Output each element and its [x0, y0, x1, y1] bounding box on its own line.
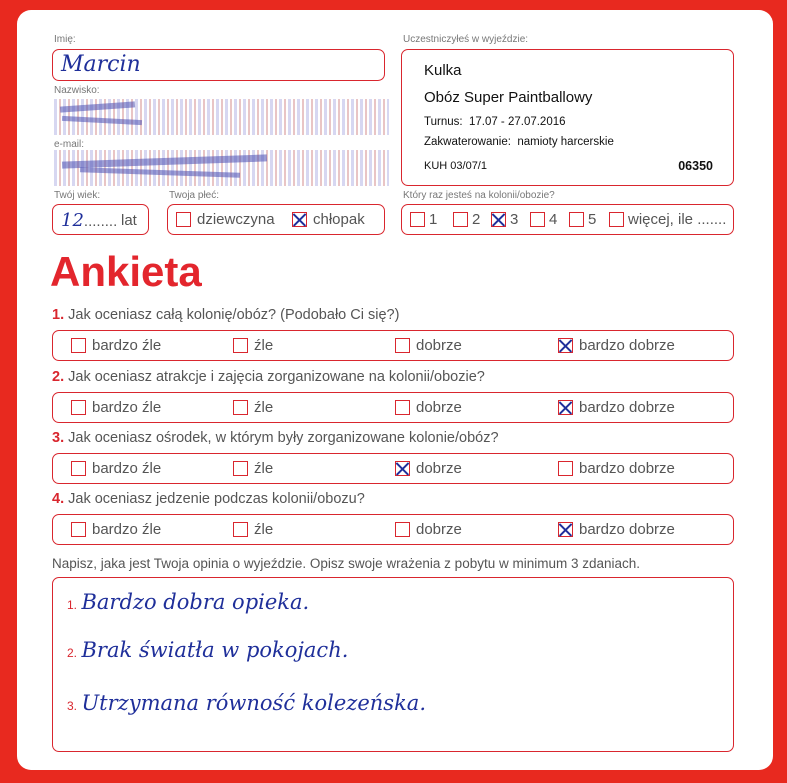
times-checkbox[interactable]: [530, 212, 545, 227]
answer-option[interactable]: [71, 460, 161, 477]
answer-option[interactable]: [558, 399, 675, 416]
times-option-label: więcej, ile .......: [628, 211, 727, 228]
participant-box: [401, 49, 734, 186]
gender-field: [167, 204, 385, 235]
times-field: [401, 204, 734, 235]
turnus-label: Turnus:: [424, 116, 463, 128]
participant-number: 06350: [678, 159, 713, 173]
question-text: Jak oceniasz ośrodek, w którym były zorganizowane kolonie/obóz?: [68, 430, 499, 446]
housing-line: [424, 136, 614, 148]
answer-checkbox[interactable]: [71, 400, 86, 415]
question-text: Jak oceniasz jedzenie podczas kolonii/obozu?: [68, 491, 365, 507]
answer-option[interactable]: [558, 337, 675, 354]
answer-checkbox[interactable]: [233, 461, 248, 476]
gender-checkbox-girl[interactable]: [176, 212, 191, 227]
answer-option[interactable]: [233, 521, 273, 538]
gender-option-label: dziewczyna: [197, 211, 275, 228]
answer-label: bardzo dobrze: [579, 460, 675, 477]
gender-option-label: chłopak: [313, 211, 365, 228]
participant-name: Kulka: [424, 62, 462, 79]
surname-label: Nazwisko:: [54, 85, 100, 96]
times-checkbox[interactable]: [453, 212, 468, 227]
answer-label: źle: [254, 399, 274, 416]
opinion-number: 3.: [67, 699, 78, 713]
email-label: e-mail:: [54, 139, 85, 150]
opinion-number: 2.: [67, 646, 78, 660]
answer-checkbox[interactable]: [233, 338, 248, 353]
opinion-prompt: Napisz, jaka jest Twoja opinia o wyjeździe. Opisz swoje wrażenia z pobytu w minimum 3 zdaniach.: [52, 556, 641, 571]
times-checkbox[interactable]: [491, 212, 506, 227]
housing-label: Zakwaterowanie:: [424, 136, 511, 148]
opinion-text: Bardzo dobra opieka.: [81, 590, 310, 614]
answer-row-1: [52, 330, 734, 361]
opinion-text: Brak światła w pokojach.: [81, 638, 349, 662]
question-number: 1.: [52, 307, 65, 323]
answer-option[interactable]: [558, 460, 675, 477]
times-option[interactable]: [609, 211, 726, 228]
name-value: Marcin: [61, 52, 141, 77]
opinion-box[interactable]: [52, 577, 734, 752]
age-dots: ........: [83, 213, 118, 230]
answer-option[interactable]: [395, 337, 462, 354]
times-option-label: 1: [429, 211, 438, 228]
age-label: Twój wiek:: [54, 190, 101, 201]
answer-option[interactable]: [395, 460, 462, 477]
answer-label: bardzo źle: [92, 521, 162, 538]
times-option-label: 2: [472, 211, 481, 228]
answer-checkbox[interactable]: [71, 338, 86, 353]
question-1: [52, 307, 399, 323]
question-3: [52, 430, 499, 446]
opinion-text: Utrzymana równość kolezeńska.: [81, 691, 426, 715]
answer-checkbox[interactable]: [558, 338, 573, 353]
answer-option[interactable]: [233, 399, 273, 416]
answer-checkbox[interactable]: [395, 522, 410, 537]
participant-label: Uczestniczyłeś w wyjeździe:: [403, 34, 529, 45]
question-text: Jak oceniasz całą kolonię/obóz? (Podobało Ci się?): [68, 307, 400, 323]
answer-row-3: [52, 453, 734, 484]
times-option[interactable]: [569, 211, 596, 228]
answer-checkbox[interactable]: [233, 522, 248, 537]
times-option-label: 5: [588, 211, 597, 228]
answer-checkbox[interactable]: [558, 522, 573, 537]
times-checkbox[interactable]: [410, 212, 425, 227]
turnus-line: [424, 116, 566, 128]
answer-checkbox[interactable]: [395, 461, 410, 476]
opinion-line-3: [67, 691, 426, 715]
age-value: 12: [61, 210, 84, 231]
gender-option[interactable]: [176, 211, 275, 228]
times-option[interactable]: [410, 211, 437, 228]
answer-option[interactable]: [71, 521, 161, 538]
answer-checkbox[interactable]: [558, 461, 573, 476]
answer-option[interactable]: [71, 337, 161, 354]
answer-label: bardzo dobrze: [579, 337, 675, 354]
answer-option[interactable]: [395, 399, 462, 416]
answer-label: bardzo źle: [92, 460, 162, 477]
answer-label: bardzo źle: [92, 399, 162, 416]
answer-row-2: [52, 392, 734, 423]
gender-option[interactable]: [292, 211, 365, 228]
answer-label: źle: [254, 337, 274, 354]
times-option-label: 3: [510, 211, 519, 228]
question-text: Jak oceniasz atrakcje i zajęcia zorganizowane na kolonii/obozie?: [68, 369, 485, 385]
answer-checkbox[interactable]: [71, 461, 86, 476]
answer-checkbox[interactable]: [395, 400, 410, 415]
age-entry: [61, 210, 117, 231]
answer-option[interactable]: [71, 399, 161, 416]
question-number: 4.: [52, 491, 65, 507]
opinion-line-1: [67, 590, 309, 614]
answer-checkbox[interactable]: [558, 400, 573, 415]
gender-checkbox-boy[interactable]: [292, 212, 307, 227]
participant-camp: Obóz Super Paintballowy: [424, 89, 593, 106]
question-4: [52, 491, 365, 507]
answer-option[interactable]: [558, 521, 675, 538]
housing-value: namioty harcerskie: [517, 136, 614, 148]
times-checkbox[interactable]: [609, 212, 624, 227]
times-option[interactable]: [530, 211, 557, 228]
times-option-label: 4: [549, 211, 558, 228]
gender-label: Twoja płeć:: [169, 190, 220, 201]
answer-label: dobrze: [416, 460, 462, 477]
answer-label: bardzo źle: [92, 337, 162, 354]
answer-option[interactable]: [233, 460, 273, 477]
name-label: Imię:: [54, 34, 76, 45]
survey-title: Ankieta: [50, 248, 202, 295]
question-number: 3.: [52, 430, 65, 446]
answer-checkbox[interactable]: [233, 400, 248, 415]
participant-code: KUH 03/07/1: [424, 160, 487, 172]
times-label: Który raz jesteś na kolonii/obozie?: [403, 190, 555, 201]
age-unit: lat: [121, 212, 137, 229]
answer-label: bardzo dobrze: [579, 521, 675, 538]
turnus-value: 17.07 - 27.07.2016: [468, 116, 566, 128]
times-checkbox[interactable]: [569, 212, 584, 227]
question-number: 2.: [52, 369, 65, 385]
answer-checkbox[interactable]: [395, 338, 410, 353]
answer-row-4: [52, 514, 734, 545]
answer-label: dobrze: [416, 399, 462, 416]
answer-option[interactable]: [395, 521, 462, 538]
opinion-number: 1.: [67, 598, 78, 612]
name-field[interactable]: [52, 49, 385, 81]
answer-label: źle: [254, 521, 274, 538]
opinion-line-2: [67, 638, 348, 662]
answer-option[interactable]: [233, 337, 273, 354]
times-option[interactable]: [453, 211, 480, 228]
answer-label: dobrze: [416, 521, 462, 538]
age-field[interactable]: [52, 204, 149, 235]
question-2: [52, 369, 485, 385]
answer-label: dobrze: [416, 337, 462, 354]
answer-label: bardzo dobrze: [579, 399, 675, 416]
answer-label: źle: [254, 460, 274, 477]
times-option[interactable]: [491, 211, 518, 228]
answer-checkbox[interactable]: [71, 522, 86, 537]
